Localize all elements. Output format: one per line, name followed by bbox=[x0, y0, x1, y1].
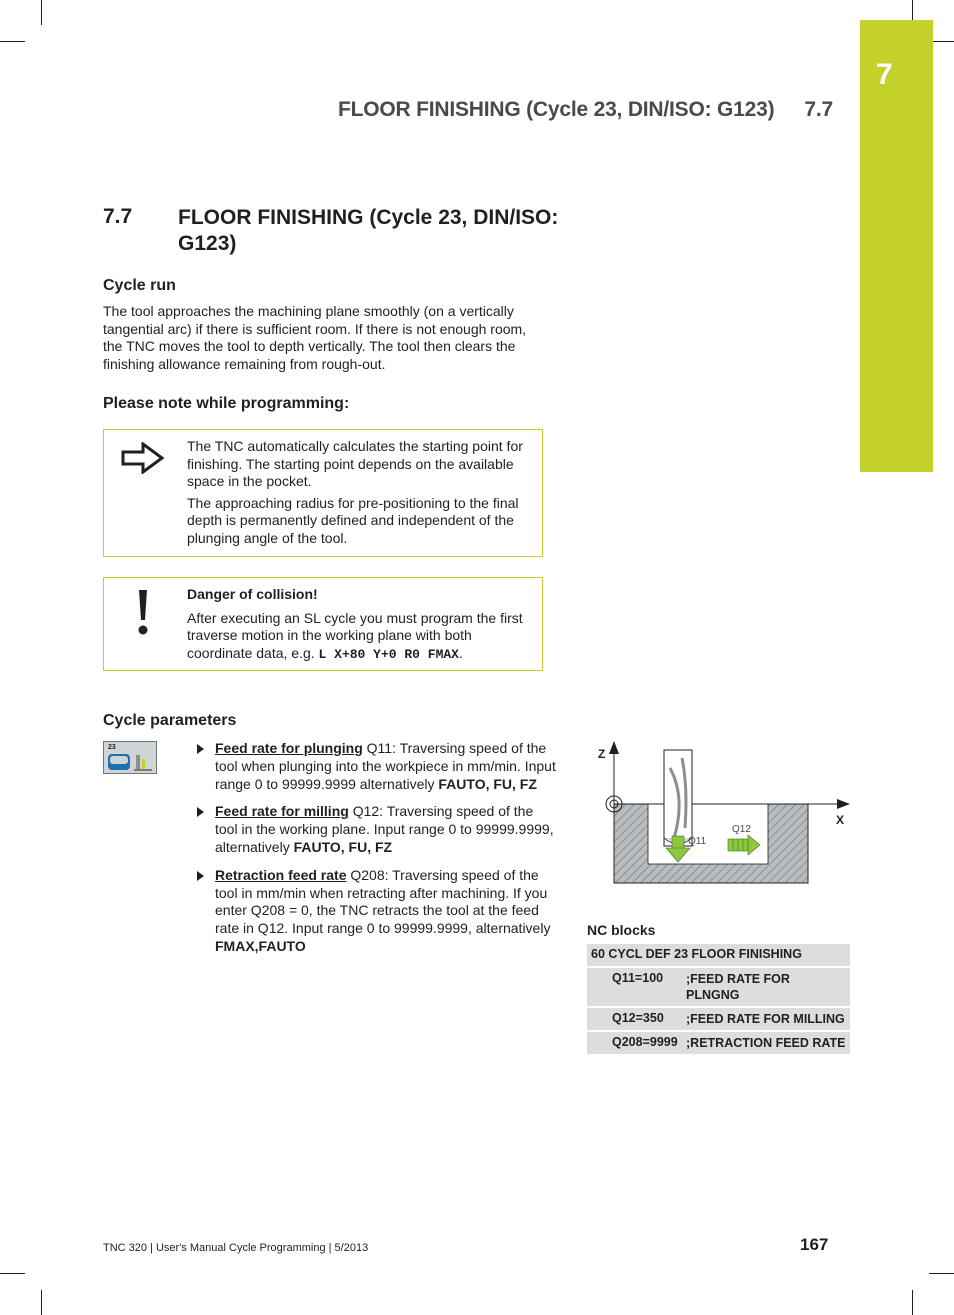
exclamation-icon bbox=[136, 588, 150, 636]
bullet-triangle-icon bbox=[197, 871, 204, 881]
warning-end: . bbox=[458, 644, 463, 661]
list-item bbox=[197, 740, 557, 793]
table-row bbox=[587, 968, 850, 1008]
crop-mark bbox=[0, 41, 25, 42]
list-item bbox=[197, 867, 557, 956]
nc-cycle-def: 60 CYCL DEF 23 FLOOR FINISHING bbox=[591, 947, 802, 961]
running-header-section: 7.7 bbox=[804, 98, 833, 121]
crop-mark bbox=[0, 1273, 25, 1274]
nc-param: Q11=100 bbox=[612, 971, 664, 985]
running-header bbox=[338, 98, 833, 122]
list-item bbox=[197, 803, 557, 856]
table-row bbox=[587, 1008, 850, 1032]
note-box bbox=[103, 429, 543, 557]
param-options: FMAX,FAUTO bbox=[215, 937, 306, 954]
param-label: Feed rate for plunging bbox=[215, 740, 363, 756]
nc-comment: ;RETRACTION FEED RATE bbox=[686, 1036, 846, 1050]
nc-comment: ;FEED RATE FOR MILLING bbox=[686, 1012, 845, 1026]
nc-comment: ;FEED RATE FOR PLNGNG bbox=[686, 972, 790, 1002]
crop-mark bbox=[41, 1290, 42, 1315]
x-axis-arrow-icon bbox=[837, 799, 850, 809]
crop-mark bbox=[929, 1273, 954, 1274]
arrow-right-icon bbox=[121, 442, 165, 474]
running-header-title: FLOOR FINISHING (Cycle 23, DIN/ISO: G123) bbox=[338, 98, 775, 121]
page-number: 167 bbox=[800, 1235, 829, 1254]
bullet-triangle-icon bbox=[197, 807, 204, 817]
note-heading: Please note while programming: bbox=[103, 395, 350, 412]
cycle-number-label: 23 bbox=[108, 744, 116, 751]
table-row bbox=[587, 944, 850, 968]
z-axis-label: Z bbox=[598, 747, 606, 761]
cycle-run-text: The tool approaches the machining plane smoothly (on a vertically tangential arc) if there is sufficient room. If there is not enough room, the TNC moves the tool to depth vertically. The tool then clears the finishing allowance remaining from rough-out. bbox=[103, 303, 527, 372]
warning-code: L X+80 Y+0 R0 FMAX bbox=[318, 646, 459, 662]
warning-body: After executing an SL cycle you must program the first traverse motion in the working plane with both coordinate data, e.g. bbox=[187, 609, 523, 661]
section-number: 7.7 bbox=[103, 205, 133, 228]
bullet-triangle-icon bbox=[197, 744, 204, 754]
param-label: Feed rate for milling bbox=[215, 803, 349, 820]
cycle-run-heading: Cycle run bbox=[103, 277, 176, 294]
warning-title: Danger of collision! bbox=[187, 586, 318, 602]
chapter-tab bbox=[860, 20, 933, 472]
parameter-list bbox=[197, 740, 557, 966]
section-title: FLOOR FINISHING (Cycle 23, DIN/ISO: G123) bbox=[178, 206, 559, 255]
params-heading: Cycle parameters bbox=[103, 712, 237, 729]
table-row bbox=[587, 1032, 850, 1056]
param-options: FAUTO, FU, FZ bbox=[293, 838, 393, 855]
nc-blocks-table bbox=[587, 944, 850, 1056]
cycle-23-softkey-icon bbox=[103, 741, 157, 774]
warning-box bbox=[103, 577, 543, 671]
crop-mark bbox=[912, 1290, 913, 1315]
crop-mark bbox=[41, 0, 42, 25]
param-text: Q12: Traversing speed of the tool in the working plane. Input range 0 to 99999.9999, alternatively bbox=[215, 803, 554, 855]
floor-finishing-icon bbox=[108, 753, 154, 772]
nc-param: Q12=350 bbox=[612, 1011, 664, 1025]
param-label: Retraction feed rate bbox=[215, 866, 347, 883]
nc-blocks-heading: NC blocks bbox=[587, 922, 656, 938]
warning-text bbox=[187, 610, 537, 664]
note-paragraph: The approaching radius for pre-positioning to the final depth is permanently defined and independent of the plunging angle of the tool. bbox=[187, 494, 519, 546]
q11-label: Q11 bbox=[688, 836, 707, 847]
nc-param: Q208=9999 bbox=[612, 1035, 678, 1049]
z-axis-arrow-icon bbox=[609, 741, 619, 754]
footer-text: TNC 320 | User's Manual Cycle Programming | 5/2013 bbox=[103, 1242, 369, 1254]
chapter-number: 7 bbox=[876, 58, 893, 91]
floor-finishing-diagram bbox=[590, 738, 855, 888]
q12-label: Q12 bbox=[732, 824, 751, 835]
x-axis-label: X bbox=[836, 813, 845, 827]
note-paragraph: The TNC automatically calculates the starting point for finishing. The starting point depends on the available space in the pocket. bbox=[187, 438, 523, 490]
param-text: Q11: Traversing speed of the tool when plunging into the workpiece in mm/min. Input range 0 to 99999.9999 alternatively bbox=[215, 740, 556, 792]
param-text: Q208: Traversing speed of the tool in mm/min when retracting after machining. If you enter Q208 = 0, the TNC retracts the tool at the feed rate in Q12. Input range 0 to 99999.9999, alternatively bbox=[215, 866, 551, 937]
param-options: FAUTO, FU, FZ bbox=[438, 775, 537, 792]
